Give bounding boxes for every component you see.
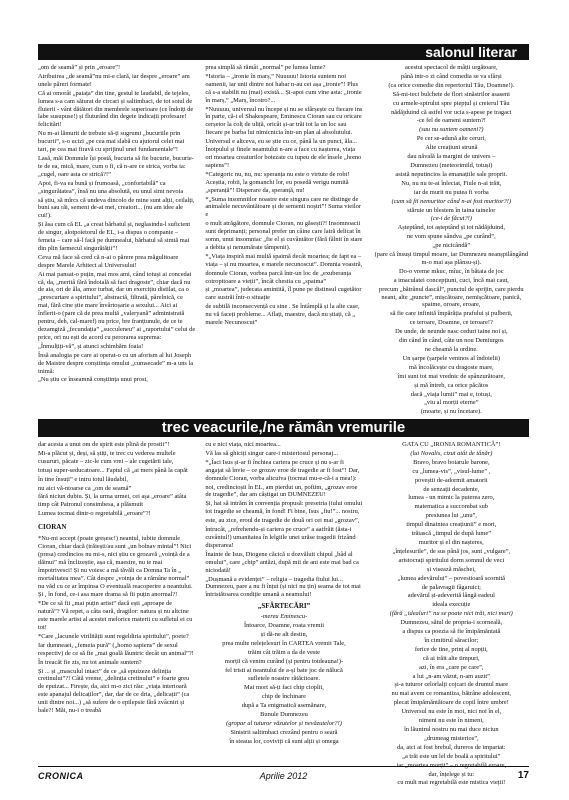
paragraph: Iar dumneaei, „femeia pură” („homo sapiens” de sexul respectiv) de ce să fie „mai goală lăuntric decât un animal”?! [38,641,194,657]
paragraph: poveștii de-adormit amatorii [414,476,488,484]
paragraph: în tine însuți” e intru totul lăudabil, [38,475,128,483]
paragraph: (pare că însuși timpul moare, iar Dumnezeu neanșpilângând m-o mai așa plânsu-și). [374,251,528,266]
paragraph: (lui Novalis, cizut atât de tânăr) [410,449,493,457]
paragraph: cu mult mai regretabilă este mistica vieții! [397,779,506,787]
paragraph: Nu m-ai lămurit de trebuie să-ți sugrumi „bucuriile prin bucurii”, s-o ucizi „pe cea mai slabă cu ajutorul celei mai tari, pe cea mai firavă cu sprijinul unei fundamentale”! [38,130,185,154]
paragraph: *„Îaci Isus și-ar fi închiea cariera pe cruce și nu s-ar fi angajat să învie – ce grozav eroe de tragedie ar fi fost”! Dar, domnule Cioran, vorba altcuiva (tocmai mu-e-că-i a mea!): [205,458,360,482]
paragraph: acestui spectacol de mâții urgătoare, [404,64,498,71]
paragraph: și „moartea”, judecata amintită, îl pune pe distinsul cugetător care sustrăi într-o situație [205,286,362,302]
paragraph: Așteptând, tot așteptând și tot nădăjduind, [397,224,506,232]
paragraph: nimeni nu este în nimeni, [418,717,484,725]
top-column-1 [38,64,195,417]
paragraph: întrucât, „refrehendu-și cariera pe cruce” a aatfrăit (ăsta-i cuvântul!) umanitatea în lelgiile unei urăse tragedii frizând disperarea! [205,526,356,549]
paragraph: ce teroare, Doamne, ce teroare!? [409,319,493,327]
paragraph: Și ... și „masculul intact” de ce „să epuizeze delinția cretinului”?! Câtă vreme, „delinția cretinului” e foarte greu de epuizat... Firește, da, aici m-o zici rău: „viața interioară este apanajul delicaților”, dar, dar de ce dria, „delicații” (ca unii dintre noi...) „să sufere de o epilepsie fără zvâcniri și bale?! Măi, nu-i o treabă [38,667,190,715]
paragraph: noi, credincioșii în EL, am pierdut un, poftim, „grozav eroe de tragedie”, dar am câștigat un DUMNEZEU! [205,483,358,499]
paragraph: „Dușmană a evidenței” – religia – tragedia fiului lui... Dumnezeu, pare a nu fi înțut (și nici nu țin) seama de tot mai întristătoarea condiție umană a neamului! [205,575,361,599]
paragraph: precum „bătrânul dascăl”, punctul de sprijin, care pierdu neant, alte „puncte”, mișcătoare, nemișcătoare, panică, spaime, oroare, eroare, [379,285,524,309]
paragraph: în steaua lor, coviviți că sunt alții și omega [229,737,339,745]
paragraph: da, aici ai fost brebul, dureros de impariat: [397,743,506,751]
paragraph: și-a tuturor celorlalți cojcari de drumul mare [394,681,509,689]
paragraph: dau năvală la margini de univers – [407,153,496,161]
paragraph: *Care „lacunele virilității sunt regeldiria spiritului”, poete? [38,632,189,640]
paragraph: Lumea tocmai dintr-o regretabilă „eroare”?! [38,510,151,518]
paragraph: „Înmulțiți-vă”, și atunci schimbăm foaia! [38,342,144,350]
paragraph: „viu al morții eterne” [424,399,479,407]
paragraph: „drumeag misterios”, [423,734,479,742]
paragraph: *De ce să fii „mai puțin artist” dacă ești „aproape de natură”? Vă repet, a câta oară, dragilor: natura și nu altcine este marele artist al acestei melorice materii cu sufletul ei cu tot! [38,600,193,632]
paragraph: îmi sunt tot mai vrednic de spânzurătoare, [397,372,505,380]
paragraph: este, au zice, eroul de tragedie de două ori cei mai „grozav”, [205,517,360,525]
paragraph: De unde, de neunde nasc ceduri taine noi și, [395,328,508,336]
paragraph: Că ai omorât „paiața” din tine, gestul te laudabil, de tejeles, lumea s-a cam săturat de circari și saltimbaci, de tot soiul de fluierii - vânt dătători din membrele superioare (ce îndoiți de labe susupuse!) și fluturând din degete indicații profesare! felicitări! [38,89,194,129]
section-banner [38,44,529,60]
middle-banner [38,419,529,437]
paragraph: ne vom spune sândva „pe curând”, [406,233,496,241]
paragraph: plecat îmipămăntătoare de copil între umbre! [393,699,509,707]
page-number: 17 [517,770,529,781]
paragraph: Vă las să ghiciți singur care-i misteriosul personaj... [205,449,339,457]
paragraph: Și , în fond, ce-i asa mare drama să fii puțin anormal?! [38,591,178,599]
paragraph: azi, în era „care pe care”, [419,663,484,671]
paragraph: „SFÂRTECĂRI” [257,602,311,611]
paragraph: Însă analogia pe care ai operat-o cu un aforism al lui Joseph de Maistre despre conștiința omului „cumsecade” m-a uns la inimă: [38,351,194,375]
paragraph: asistă neputincios la emanațiile sale proprii. [395,170,508,178]
paragraph: *„Viața inspiră mai multă spaimă decât moartea; de fapt ea – viața – și nu moartea, e marele necunoscut”. Domnia voastră, [205,252,363,268]
bottom-column-1 [38,441,195,788]
paragraph: nu aici vă-ntoarse ca „om de seamă” [38,484,132,492]
paragraph: ideala execuție [432,601,471,609]
paragraph: trăiască „timpul de după lume” [411,530,492,538]
paragraph: Sinistrii saltimbaci crezând pentru o seară [230,728,338,736]
top-article [38,64,530,414]
page-footer [38,769,529,783]
paragraph: după a Ta enigmatică asemănare, [241,702,327,710]
paragraph: ne cheamă la ordine. [424,346,478,353]
paragraph: să știu, să mîrcs că undeva dincolo de mine sunt alții, ceilalți, buni sau răi, semeni de-ai mei, creatori... (nu am idee ale cui!). [38,196,195,220]
paragraph: matematica a succombat sub [414,503,488,511]
paragraph: Dumnezeu (meteorimild, totuși) [410,161,493,169]
paragraph: Pe cer se-adună alte ceruri, [416,135,486,143]
issue-date: Aprilie 2012 [259,771,308,781]
paragraph: *Categoric nu, nu, nu: speranța nu este o virtute de robi! Aceștia, robii, la gomanchi lor, eu posedă verigu numită „speranță”! Disperare da, speranță, nu! [205,170,350,194]
paragraph: „Nu știu ce înseamnă conștiința unui prost, [38,376,148,384]
paragraph: Nu, nu nu te-ai înleciat, Fiule n-ai trăit, [401,179,502,187]
paragraph: muritor și el din nașteres, [418,538,484,546]
paragraph: lumea - un mimic la puterea zero, [408,494,495,502]
paragraph: dar acesta a unui om de spirit este plină de prostii”! [38,441,170,448]
middle-title: trec veacurile,/ne rămân vremurile [161,419,406,436]
paragraph: adevărul și-adeverită lângă eadeul [407,592,495,600]
paragraph: nu mai avem ce romantiza, bătrâne adolescent, [391,690,512,698]
bottom-column-2 [205,441,362,788]
paragraph: cu „lumea-vis”, „visul-lume” , [412,467,491,475]
paragraph: -ce fel de oameni suntem?! [416,117,486,125]
paragraph: din când în când, câte un nou Demiurgos [399,337,504,345]
paragraph: nădăjduind că astfel vor ucia s-apese pe tragaci [391,108,512,116]
paragraph: Înainte de Isus, Diogene căcică u dozvăluit chipul „bâd al omului”, care „chip” antăzi, după mii de ani este mai bad ca niciodată! [205,550,359,574]
paragraph: aristocrați spiritului dorm somnul de veci [398,556,505,564]
paragraph: cu e nici viața, nici moartea... [205,441,281,448]
paragraph: Și ăsa cum că EL „a creat bărbatul și, neglasindu-l suficient de singur, alotpoietorul de EL, i-a dispus o companie – femeia – care să-l facă pe dumnealui, bărbatul să simtă mai din plin farmecul singurătății”! [38,221,191,252]
paragraph: dar, înțelege și tu: [428,770,475,778]
paragraph: *Istoria – „ironie în marș,” Nuuuuu! Istoria suntem noi oamenii, iar unii dintre noi habar n-au cei așa „ironie”! Plus că s-a stabilit nu (mai) există... Și-apoi cum vine asta: „ironie în marș,” „Marș, încotro?... [205,72,362,104]
paragraph: Și, hai să intrăm în convenția propusă: presetria (iului omului tot tragedie se cheamă, în fond! Fi bine, Isus „fiu!”... nostru, [205,500,363,516]
paragraph: să fie care infinită împărăția prafului și pulberii, [390,310,513,318]
paragraph: Atribuirea „de seamă”nu mi-e clară, iar despre „eroare” am unele păreri formate! [38,72,190,88]
paragraph: chip de închinare [261,693,306,701]
paragraph: cu armele-sptrului spre piepțul și creierul Tău [392,99,510,107]
paragraph: stăruie un blestem în taina tainelor [407,206,496,214]
paragraph: „înțelesurile”, de sus până jos, sunt „vulgare”, [392,547,511,555]
paragraph: în cimitirul săracilor; [424,636,479,644]
paragraph: în lăuntrul nostru nu mai duce niciun [404,726,499,733]
paragraph: Să-mi-teci bulchete de flori sinăstrilor asaseni [392,90,510,98]
paragraph: morții că venim curând (și pentru totdeauna!)- [224,657,344,665]
paragraph: sufletele noastre rătăcitoare. [248,675,320,683]
paragraph: de senzații decadente, [423,485,480,493]
paragraph: GATA CU „IRONIA ROMANTICĂ”! [402,441,501,448]
paragraph: o mult atrăgătore, domnule Cioran, nu găsești?! Insomnoacii sunt deprimanți; personal prefer un câine care latră delicat în somn, unui insomniac „fie el și cuvântător (fără fălnit în stare a debita și nenumărate tâmpenii). [205,220,363,251]
top-column-2 [205,64,362,417]
paragraph: de subtilă inconsecvență cu sine . Se întâmplă și la alte case, nu vă faceți probleme... Aflați, maestre, dacă nu știați, că „ marele Necunoscut” [205,303,360,327]
paragraph: -mereu Eminescu- [260,613,308,621]
paragraph: timpul dinaintea creațiunii” e mort, [406,521,497,529]
paragraph: „a trăi este un lel de boală a spiritului” [402,752,501,760]
paragraph: În treacăt fie zis, nu tot animale suntem? [38,658,142,666]
paragraph: (ce-i de făcut?!) [430,215,472,223]
footer-rule [38,766,529,767]
paragraph: a lui „n-am văzut, n-am auzit” [412,672,490,680]
top-column-3 [373,64,530,417]
paragraph: și visează măschei, [426,565,476,573]
paragraph: prea multe nelețelesuri în CARTEA vremii Tale, [222,639,346,647]
paragraph: (ca orice comedie din repertoriul Tău, Doamne!). [388,81,515,89]
paragraph: prea simplă să rămâi „normal” pe lumea lume? [205,64,326,71]
paragraph: a dispus ca poezia să fie îmipămăntată [402,628,501,636]
paragraph: fel tristi ai neantului de a-și bate joc de nălucă [225,666,343,674]
paragraph: Apoi, fi-va ea bună și frumoasă, „confortabilă” ca „singurătatea”, însă nu una absolută, eu unul simt nevoia [38,179,184,195]
paragraph: *„Suma insomniilor noastre este singura care ne distinge de animalele necuvântătoare și de semenii noștri”! Suma vieilor e [205,195,361,219]
paragraph: Bunule Dumnezeu [260,711,308,719]
paragraph: (gropar al tuturor văzutelor și nevăzutelor?!) [226,720,342,727]
paragraph: fără niciun dubiu. Și, la urma urmei, cei așa „eroare” atâta timp cât Patronul consimbesa, a plăsmuit [38,493,187,509]
paragraph: dacă „viața lumii” mai e, totuși, [410,390,492,398]
paragraph: Mi-a plăcut și, deși, să știți, te trec cu vederea multele cusururi, păcate – zic-le cum vrei – ale cugetării tale, [38,449,176,465]
section-title: salonul literar [425,44,517,60]
paragraph: (cum să fii nemuritor când n-ai fost muritor?!) [391,197,512,205]
paragraph: Universul e altceva, eu se știe cu ce, până la un punct, ăla... Înotpulul și finele neamtului n-are a face cu nașterea, viața ori moartea creaturilor botezate cu tupeu de ele însele „homo sapiens”! [205,138,362,169]
paragraph: până intr-o zi când comedia se va sfârși [400,72,502,80]
paragraph: „om de seamă” și prin „eroare”! [38,64,121,71]
paragraph: trăim cât trăim a da de veste [247,648,321,656]
paragraph: domnule Cioran, vorbea parcă într-un loc de „exuberanța cotropitoare a vieții”, încât chestia cu „spaima” [205,269,352,285]
bottom-column-3 [373,441,530,788]
paragraph: Universul nu este în moi, nici noi în el, [401,708,502,716]
paragraph: Dumnezeu, sătul de propria-i scorneală, [400,619,503,627]
paragraph: Mai mort să-ți faci chip cioplit, [244,684,324,692]
paragraph: iar de murit nu putea fi vorba [413,188,489,196]
paragraph: „lumea adevărului” – povestioară scornită [397,574,506,582]
paragraph: *Nu-mi accept (poate greșesc!) neantul, iubite domnule Cioran, chiar dacă (trăiești/au sunt „un bolnav mintal”! Nici (presa) credincios nu mi-s, nici știu ce grozavă „voință de a dăinui” mă înclizeștie, așa că, maestre, nu te mai împotrivesci! Și nu voiesc a mă tăvăli ca Domna Ta în „ mortalitatea mea”. Cât despre „voința de a rămâne normal” nu văd cu ce ar împinsa O eventuală reacoperire a neantului. [38,535,193,590]
paragraph: și dă-ne alt destin, [260,630,308,638]
paragraph: Alte creațiuni strună [425,144,478,152]
paragraph: „pe nicicândă” [432,242,471,250]
paragraph: Bravo, bravo boiarule barone, [413,458,490,466]
paragraph: mă încolăcește cu dragoste mare, [409,363,494,371]
paragraph: (fără „idealuri” nu se poate nici trăi, nici muri) [389,610,513,618]
paragraph: (moarte, și nu încetare). [420,408,482,416]
paragraph: Ai mai pansat-o puțin, mai mos ami, când totuși ai concedat că, da, „meritâ fără îndoială să faci dragoste”, chiar dacă nu de aia, ori de ăla, amor turbat, dar un exercițiu distilat, ca o „prescurtare a spiritului”, abstractă, filtrată, pârelnică, ce mai, fără cine știe mare învârtoșarie a sexului... Aici ai înflerit-o (pare că de prea multă „valeryană” administrată pentru, deh, cal-maref) nu price, bre franțtunule, de ce te dezamgiză „fecundația” „succuleneu” ai „raportului” celui de price, ori nu ești de acord cu perorarea suprema: [38,270,196,341]
paragraph: Un șarpe (șarpele veninos al îndoielii) [402,354,501,362]
paragraph: și mă întreb, ca orice păcătos [414,381,489,389]
paragraph: CIORAN [38,523,67,532]
paragraph: că ai trăit alte timpuri, [423,654,480,662]
paragraph: Lasă, măi Domnule își postă, bucuria să fie bucurie, bucurie-te de ea, mică, mare, cum o fi, că n-are ce strica, vorba ta: „cugel, oare asta ce strică?!” [38,154,194,178]
paragraph: Ceva mă face să cred că n-ai o părere prea măgulitoare despre Marele Arhitect al Universului! [38,253,179,269]
paragraph: ferice de tine, prinț al nopții, [414,645,488,653]
paragraph: de palavragii fâgaruici; [421,583,481,591]
magazine-name: CRONICA [38,771,84,781]
paragraph: Întoarce, Doamne, roata vremii [243,622,324,630]
paragraph: (sau nu suntem oameni?) [419,126,484,134]
paragraph: a imaculatei concepțiuni, cuci, încă mai caut, [393,276,509,284]
paragraph: totuși super-seducatoare... Faptul că „ai mers până la capăt [38,466,188,474]
paragraph: *Nuuuuu, universul nu începe și nu se sfârșește cu fiecare ins în parte, că-i el Shakespeare, Eminescu Cioran sau cu oricare cerșetor la colț de uliță, oricât și-ar trăi tot la un loc sau fiecare pe barba lui nimicnicia într-un plan al absolutului. [205,105,363,137]
paragraph: Do-o vreme mkuc, mîuc, în bătaia de joc [399,267,504,275]
paragraph: presiunea lui „unu”, [425,512,477,520]
